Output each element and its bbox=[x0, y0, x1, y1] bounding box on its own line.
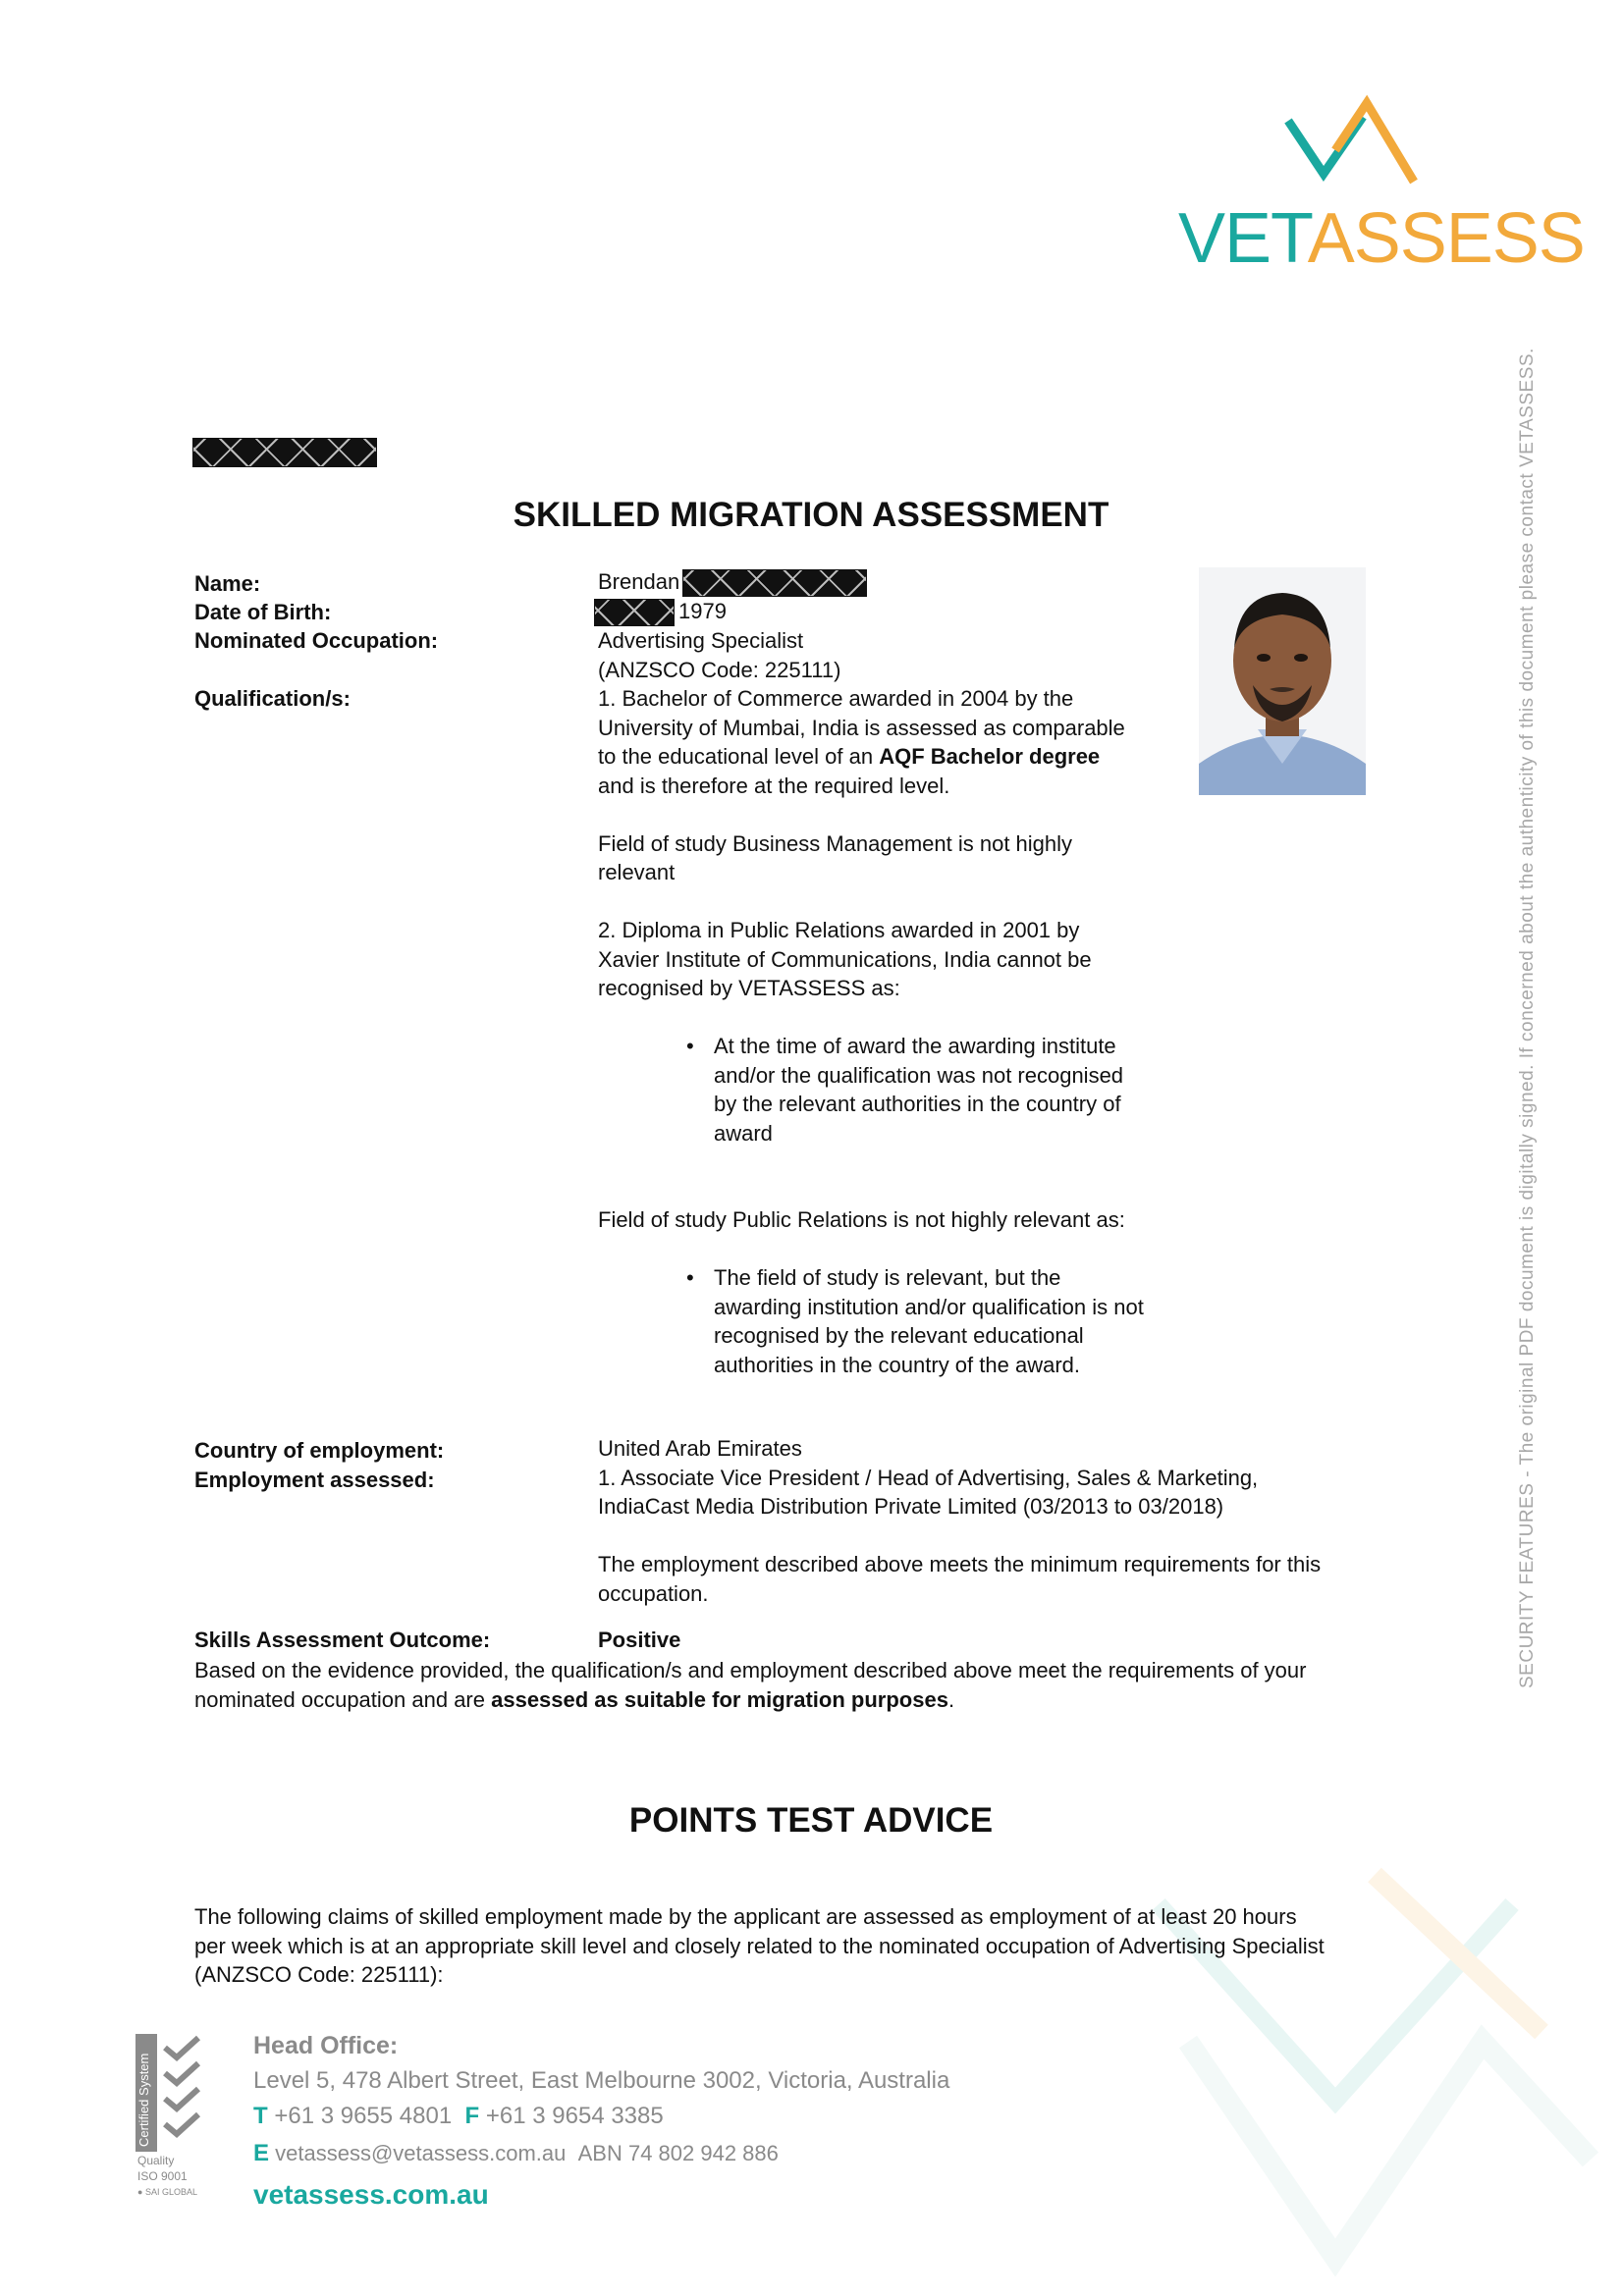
qualification-2: 2. Diploma in Public Relations awarded in 2001 by Xavier Institute of Communications, India cannot be recognised by VETASSESS as: bbox=[598, 918, 1092, 1001]
occupation-label: Nominated Occupation: bbox=[194, 628, 439, 653]
redacted-reference bbox=[192, 438, 377, 467]
qualification-2-field-reasons bbox=[686, 1263, 1187, 1379]
phone-fax: T +61 3 9655 4801 F +61 3 9654 3385 bbox=[253, 2103, 664, 2129]
footer-contact bbox=[253, 2028, 1137, 2216]
address: Level 5, 478 Albert Street, East Melbourne 3002, Victoria, Australia bbox=[253, 2067, 950, 2094]
email-abn: E vetassess@vetassess.com.au ABN 74 802 942 886 bbox=[253, 2140, 779, 2166]
cert-iso: ISO 9001 bbox=[137, 2169, 188, 2183]
country-label: Country of employment: bbox=[194, 1438, 445, 1463]
country-value: United Arab Emirates bbox=[598, 1436, 802, 1461]
employment-label: Employment assessed: bbox=[194, 1468, 435, 1492]
email-link[interactable]: vetassess@vetassess.com.au bbox=[275, 2141, 567, 2165]
name-value: Brendan bbox=[598, 567, 1187, 597]
iso-certification-badge bbox=[135, 2034, 216, 2201]
redacted-surname bbox=[682, 569, 867, 597]
head-office-label: Head Office: bbox=[253, 2032, 399, 2059]
cert-quality: Quality bbox=[137, 2154, 175, 2167]
logo-text-assess: ASSESS bbox=[1307, 199, 1585, 278]
outcome-label: Skills Assessment Outcome: bbox=[194, 1628, 491, 1652]
dob-value: 1979 bbox=[598, 597, 1187, 626]
qualification-2-field: Field of study Public Relations is not highly relevant as: bbox=[598, 1207, 1125, 1233]
vetassess-logo bbox=[1178, 93, 1585, 280]
logo-text-vet: VET bbox=[1178, 199, 1308, 278]
security-features-text: SECURITY FEATURES - The original PDF document is digitally signed. If concerned about the authenticity of this document please contact VETASSESS. bbox=[1517, 347, 1538, 1688]
name-label: Name: bbox=[194, 571, 261, 596]
outcome-value: Positive bbox=[598, 1628, 681, 1652]
occupation-value: Advertising Specialist bbox=[598, 628, 804, 654]
occupation-code: (ANZSCO Code: 225111) bbox=[598, 657, 841, 682]
dob-label: Date of Birth: bbox=[194, 600, 332, 624]
redacted-day-month bbox=[594, 599, 675, 626]
applicant-photo bbox=[1199, 567, 1366, 795]
list-item: • The field of study is relevant, but the awarding institution and/or qualification is not recognised by the relevant educational authorities in the country of the award. bbox=[686, 1265, 1144, 1377]
list-item: • At the time of award the awarding institute and/or the qualification was not recognised by the relevant authorities in the country of award bbox=[686, 1034, 1124, 1146]
qualification-2-reasons bbox=[686, 1032, 1187, 1148]
logo-chevron-icon bbox=[1178, 93, 1532, 201]
points-paragraph: The following claims of skilled employment made by the applicant are assessed as employment of at least 20 hours per week which is at an appropriate skill level and closely related to the nominated occupation of Advertising Specialist (ANZSCO Code: 225111): bbox=[194, 1904, 1325, 1987]
website-link[interactable]: vetassess.com.au bbox=[253, 2179, 489, 2210]
points-heading: POINTS TEST ADVICE bbox=[628, 1801, 994, 1840]
cert-side-text: Certified System bbox=[136, 2053, 151, 2147]
qualification-label: Qualification/s: bbox=[194, 686, 351, 711]
cert-sai: ● SAI GLOBAL bbox=[137, 2187, 197, 2197]
outcome-statement: Based on the evidence provided, the qualification/s and employment described above meet the requirements of your nominated occupation and are assessed as suitable for migration purposes. bbox=[194, 1658, 1307, 1712]
checkmarks-icon bbox=[159, 2034, 214, 2152]
qualification-1: 1. Bachelor of Commerce awarded in 2004 by the University of Mumbai, India is assessed as comparable to the educational level of an AQF Bachelor degree and is therefore at the required level. bbox=[598, 686, 1125, 798]
employment-line-2: IndiaCast Media Distribution Private Limited (03/2013 to 03/2018) bbox=[598, 1494, 1224, 1519]
page-title: SKILLED MIGRATION ASSESSMENT bbox=[513, 496, 1109, 534]
employment-note: The employment described above meets the minimum requirements for this occupation. bbox=[598, 1552, 1322, 1606]
qualification-1-field: Field of study Business Management is not highly relevant bbox=[598, 830, 1073, 885]
employment-line-1: 1. Associate Vice President / Head of Advertising, Sales & Marketing, bbox=[598, 1465, 1259, 1490]
